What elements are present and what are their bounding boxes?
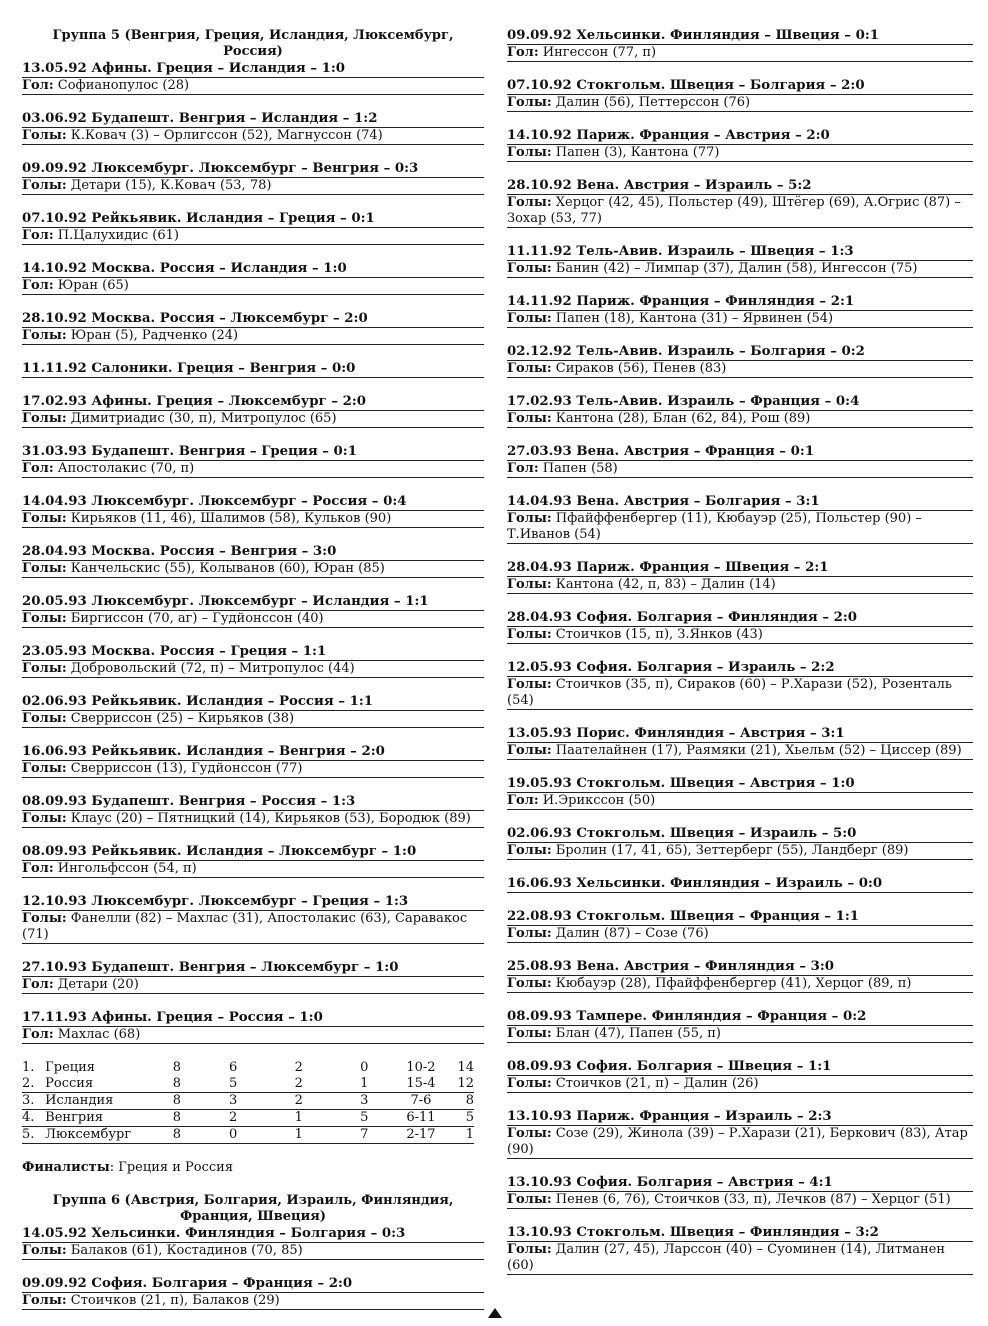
scorers-text: Добровольский (72, п) – Митропулос (44) (70, 661, 355, 676)
scorers-label: Голы: (22, 411, 67, 426)
scorers-label: Голы: (507, 1192, 552, 1207)
match-entry (22, 361, 484, 378)
scorers-label: Голы: (22, 711, 67, 726)
scorers-text: Бролин (17, 41, 65), Зеттерберг (55), Ландберг (89) (555, 843, 909, 858)
scorers-label: Голы: (22, 661, 67, 676)
match-entry (507, 394, 973, 428)
match-header: 12.10.93 Люксембург. Люксембург – Греция – 1:3 (22, 894, 484, 911)
standings-cell: 1 (332, 1076, 398, 1093)
match-entry (507, 294, 973, 328)
scorers-text: Сираков (56), Пенев (83) (555, 361, 727, 376)
match-header: 17.02.93 Афины. Греция – Люксембург – 2:0 (22, 394, 484, 411)
standings-cell: 8 (153, 1110, 200, 1127)
match-scorers (507, 677, 973, 710)
match-scorers (22, 178, 484, 195)
match-header: 16.06.93 Хельсинки. Финляндия – Израиль – 0:0 (507, 876, 973, 893)
standings-cell: 8 (153, 1076, 200, 1093)
match-scorers (22, 911, 484, 944)
scorers-label: Гол: (507, 461, 539, 476)
match-entry (22, 1226, 484, 1260)
right-column (507, 28, 973, 1291)
scorers-text: Клаус (20) – Пятницкий (14), Кирьяков (53), Бородюк (89) (70, 811, 471, 826)
match-header: 17.02.93 Тель-Авив. Израиль – Франция – 0:4 (507, 394, 973, 411)
match-entry (507, 344, 973, 378)
standings-cell: 2 (200, 1110, 266, 1127)
match-scorers (22, 861, 484, 878)
match-header: 12.05.93 София. Болгария – Израиль – 2:2 (507, 660, 973, 677)
standings-cell: 0 (360, 1060, 369, 1075)
scorers-text: Папен (58) (542, 461, 618, 476)
scorers-label: Голы: (22, 561, 67, 576)
match-header: 13.10.93 София. Болгария – Австрия – 4:1 (507, 1175, 973, 1192)
standings-cell: Россия (45, 1076, 153, 1093)
scorers-text: Блан (47), Папен (55, п) (555, 1026, 721, 1041)
match-entry (507, 909, 973, 943)
standings-cell: 2-17 (397, 1127, 445, 1144)
group6-left-matches (22, 1226, 484, 1310)
match-entry (22, 161, 484, 195)
match-scorers (507, 95, 973, 112)
match-scorers (22, 1243, 484, 1260)
scorers-label: Гол: (22, 1027, 54, 1042)
scorers-text: Херцог (42, 45), Польстер (49), Штёгер (69), А.Огрис (87) – Зохар (53, 77) (507, 195, 961, 226)
standings-cell: 10-2 (406, 1060, 436, 1075)
match-scorers (22, 661, 484, 678)
match-scorers (22, 328, 484, 345)
match-entry (507, 610, 973, 644)
scorers-text: Банин (42) – Лимпар (37), Далин (58), Ингессон (75) (555, 261, 918, 276)
standings-row (22, 1093, 474, 1110)
match-header: 31.03.93 Будапешт. Венгрия – Греция – 0:1 (22, 444, 484, 461)
match-header: 20.05.93 Люксембург. Люксембург – Исландия – 1:1 (22, 594, 484, 611)
scorers-label: Гол: (507, 793, 539, 808)
match-entry (22, 211, 484, 245)
match-header: 14.11.92 Париж. Франция – Финляндия – 2:1 (507, 294, 973, 311)
match-scorers (507, 1026, 973, 1043)
scorers-label: Голы: (507, 511, 552, 526)
match-header: 27.10.93 Будапешт. Венгрия – Люксембург – 1:0 (22, 960, 484, 977)
scorers-text: Сверриссон (25) – Кирьяков (38) (70, 711, 295, 726)
scorers-label: Голы: (507, 411, 552, 426)
match-scorers (507, 361, 973, 378)
match-entry (22, 544, 484, 578)
scorers-label: Голы: (507, 361, 552, 376)
scorers-text: Детари (15), К.Ковач (53, 78) (70, 178, 272, 193)
match-scorers (507, 743, 973, 760)
match-entry (507, 494, 973, 544)
scorers-text: Стоичков (15, п), З.Янков (43) (555, 627, 763, 642)
match-header: 08.09.93 Рейкьявик. Исландия – Люксембург – 1:0 (22, 844, 484, 861)
standings-cell: Люксембург (45, 1127, 153, 1144)
match-scorers (507, 1126, 973, 1159)
standings-cell: 12 (445, 1076, 474, 1093)
match-entry (507, 826, 973, 860)
match-entry (507, 78, 973, 112)
scorers-text: Димитриадис (30, п), Митропулос (65) (70, 411, 337, 426)
match-scorers (507, 843, 973, 860)
finalists-label: Финалисты (22, 1160, 110, 1175)
match-scorers (507, 195, 973, 228)
match-scorers (22, 811, 484, 828)
match-entry (22, 1010, 484, 1044)
match-entry (507, 128, 973, 162)
match-entry (507, 1059, 973, 1093)
scorers-label: Голы: (22, 178, 67, 193)
match-entry (22, 111, 484, 145)
scorers-label: Голы: (507, 743, 552, 758)
match-header: 09.09.92 София. Болгария – Франция – 2:0 (22, 1276, 484, 1293)
scorers-label: Голы: (507, 1242, 552, 1257)
scorers-text: Кирьяков (11, 46), Шалимов (58), Кульков (90) (70, 511, 392, 526)
match-scorers (507, 976, 973, 993)
match-scorers (507, 1192, 973, 1209)
standings-cell: 2 (266, 1093, 332, 1110)
scorers-label: Голы: (507, 627, 552, 642)
scorers-label: Голы: (22, 511, 67, 526)
group5-title: Группа 5 (Венгрия, Греция, Исландия, Люксембург, Россия) (52, 28, 454, 59)
match-header: 19.05.93 Стокгольм. Швеция – Австрия – 1:0 (507, 776, 973, 793)
group6-right-matches (507, 28, 973, 1275)
standings-cell: 3. (22, 1093, 45, 1110)
match-header: 14.04.93 Вена. Австрия – Болгария – 3:1 (507, 494, 973, 511)
scorers-text: Пфайффенбергер (11), Кюбауэр (25), Польстер (90) – Т.Иванов (54) (507, 511, 922, 542)
match-entry (22, 644, 484, 678)
match-scorers (22, 611, 484, 628)
match-header: 13.10.93 Стокгольм. Швеция – Финляндия – 3:2 (507, 1225, 973, 1242)
match-entry (507, 178, 973, 228)
match-entry (507, 1009, 973, 1043)
standings-cell: Исландия (45, 1093, 153, 1110)
match-scorers (22, 278, 484, 295)
scorers-label: Гол: (22, 977, 54, 992)
group6-title: Группа 6 (Австрия, Болгария, Израиль, Финляндия, Франция, Швеция) (52, 1193, 454, 1224)
match-scorers (22, 128, 484, 145)
match-header: 13.10.93 Париж. Франция – Израиль – 2:3 (507, 1109, 973, 1126)
scorers-text: Далин (87) – Созе (76) (555, 926, 709, 941)
match-header: 13.05.92 Афины. Греция – Исландия – 1:0 (22, 61, 484, 78)
standings-cell: 3 (332, 1093, 398, 1110)
scorers-text: П.Цалухидис (61) (57, 228, 179, 243)
scorers-label: Голы: (22, 1243, 67, 1258)
match-scorers (507, 511, 973, 544)
match-header: 07.10.92 Рейкьявик. Исландия – Греция – 0:1 (22, 211, 484, 228)
match-entry (507, 1109, 973, 1159)
scorers-text: Кантона (28), Блан (62, 84), Рош (89) (555, 411, 811, 426)
standings-cell: 5 (445, 1110, 474, 1127)
standings-cell: 7-6 (397, 1093, 445, 1110)
standings-cell: 1 (445, 1127, 474, 1144)
match-header: 25.08.93 Вена. Австрия – Финляндия – 3:0 (507, 959, 973, 976)
scorers-text: Юран (65) (57, 278, 129, 293)
match-scorers (22, 78, 484, 95)
match-header: 13.05.93 Порис. Финляндия – Австрия – 3:1 (507, 726, 973, 743)
finalists-line (22, 1160, 484, 1175)
scorers-text: Ингольфссон (54, п) (57, 861, 197, 876)
match-scorers (22, 711, 484, 728)
match-entry (507, 660, 973, 710)
match-scorers (22, 228, 484, 245)
match-entry (22, 694, 484, 728)
scorers-text: Пенев (6, 76), Стоичков (33, п), Лечков (87) – Херцог (51) (555, 1192, 951, 1207)
match-scorers (22, 1293, 484, 1310)
scorers-text: Сверриссон (13), Гудйонссон (77) (70, 761, 303, 776)
match-header: 14.05.92 Хельсинки. Финляндия – Болгария – 0:3 (22, 1226, 484, 1243)
match-header: 14.10.92 Москва. Россия – Исландия – 1:0 (22, 261, 484, 278)
scorers-text: Далин (56), Петтерссон (76) (555, 95, 751, 110)
scorers-text: Фанелли (82) – Махлас (31), Апостолакис (63), Саравакос (71) (22, 911, 468, 942)
match-entry (22, 744, 484, 778)
scorers-text: И.Эрикссон (50) (542, 793, 656, 808)
scorers-label: Голы: (22, 1293, 67, 1308)
standings-cell: 6 (229, 1060, 238, 1075)
match-header: 28.10.92 Вена. Австрия – Израиль – 5:2 (507, 178, 973, 195)
match-scorers (507, 461, 973, 478)
scorers-label: Гол: (22, 278, 54, 293)
match-scorers (22, 511, 484, 528)
match-entry (507, 560, 973, 594)
match-header: 27.03.93 Вена. Австрия – Франция – 0:1 (507, 444, 973, 461)
scorers-label: Гол: (507, 45, 539, 60)
standings-cell: 8 (172, 1060, 182, 1075)
standings-cell: 1. (22, 1060, 35, 1075)
standings-cell: 1 (266, 1110, 332, 1127)
match-header: 28.10.92 Москва. Россия – Люксембург – 2:0 (22, 311, 484, 328)
standings-cell: 2 (266, 1076, 332, 1093)
scorers-label: Голы: (507, 95, 552, 110)
match-header: 09.09.92 Люксембург. Люксембург – Венгрия – 0:3 (22, 161, 484, 178)
scorers-text: Стоичков (21, п), Балаков (29) (70, 1293, 280, 1308)
match-header: 02.06.93 Стокгольм. Швеция – Израиль – 5:0 (507, 826, 973, 843)
match-scorers (507, 145, 973, 162)
scorers-label: Гол: (22, 861, 54, 876)
match-entry (507, 726, 973, 760)
match-header: 08.09.93 Тампере. Финляндия – Франция – 0:2 (507, 1009, 973, 1026)
standings-cell: 5 (200, 1076, 266, 1093)
match-header: 14.10.92 Париж. Франция – Австрия – 2:0 (507, 128, 973, 145)
match-entry (507, 444, 973, 478)
match-entry (22, 844, 484, 878)
match-header: 09.09.92 Хельсинки. Финляндия – Швеция – 0:1 (507, 28, 973, 45)
match-entry (22, 61, 484, 95)
match-header: 07.10.92 Стокгольм. Швеция – Болгария – 2:0 (507, 78, 973, 95)
standings-cell: 7 (332, 1127, 398, 1144)
scorers-text: Созе (29), Жинола (39) – Р.Харази (21), Беркович (83), Атар (90) (507, 1126, 968, 1157)
match-entry (507, 244, 973, 278)
standings-cell: 3 (200, 1093, 266, 1110)
match-scorers (507, 577, 973, 594)
scorers-text: Кантона (42, п, 83) – Далин (14) (555, 577, 776, 592)
scorers-label: Голы: (507, 145, 552, 160)
match-entry (507, 1175, 973, 1209)
match-entry (507, 776, 973, 810)
group5-matches (22, 61, 484, 1044)
scorers-text: Кюбауэр (28), Пфайффенбергер (41), Херцог (89, п) (555, 976, 912, 991)
match-entry (22, 494, 484, 528)
standings-cell: Венгрия (45, 1110, 153, 1127)
scorers-text: Стоичков (21, п) – Далин (26) (555, 1076, 759, 1091)
scorers-label: Голы: (22, 761, 67, 776)
match-entry (507, 876, 973, 893)
scorers-text: Апостолакис (70, п) (57, 461, 195, 476)
left-column (22, 28, 484, 1326)
scorers-label: Голы: (22, 328, 67, 343)
scorers-label: Голы: (507, 926, 552, 941)
match-header: 22.08.93 Стокгольм. Швеция – Франция – 1:1 (507, 909, 973, 926)
scorers-text: Стоичков (35, п), Сираков (60) – Р.Харази (52), Розенталь (54) (507, 677, 952, 708)
standings-cell: 4. (22, 1110, 45, 1127)
group5-standings-table (22, 1060, 474, 1144)
match-scorers (507, 1242, 973, 1275)
match-entry (22, 394, 484, 428)
match-header: 03.06.92 Будапешт. Венгрия – Исландия – 1:2 (22, 111, 484, 128)
standings-cell: 6-11 (397, 1110, 445, 1127)
scorers-label: Голы: (507, 677, 552, 692)
match-scorers (507, 1076, 973, 1093)
match-header: 14.04.93 Люксембург. Люксембург – Россия – 0:4 (22, 494, 484, 511)
scorers-label: Голы: (507, 843, 552, 858)
match-scorers (22, 761, 484, 778)
scorers-label: Голы: (22, 128, 67, 143)
scorers-label: Гол: (22, 461, 54, 476)
match-entry (507, 28, 973, 62)
scorers-label: Голы: (507, 1126, 552, 1141)
match-header: 11.11.92 Тель-Авив. Израиль – Швеция – 1:3 (507, 244, 973, 261)
match-header: 02.12.92 Тель-Авив. Израиль – Болгария – 0:2 (507, 344, 973, 361)
scorers-text: К.Ковач (3) – Орлигссон (52), Магнуссон (74) (70, 128, 383, 143)
match-entry (22, 1276, 484, 1310)
match-header: 17.11.93 Афины. Греция – Россия – 1:0 (22, 1010, 484, 1027)
standings-cell: 5 (332, 1110, 398, 1127)
match-entry (507, 959, 973, 993)
scorers-text: Балаков (61), Костадинов (70, 85) (70, 1243, 303, 1258)
match-entry (22, 444, 484, 478)
match-entry (22, 261, 484, 295)
match-header: 08.09.93 Будапешт. Венгрия – Россия – 1:3 (22, 794, 484, 811)
match-entry (507, 1225, 973, 1275)
standings-row (22, 1060, 474, 1076)
match-scorers (22, 1027, 484, 1044)
scorers-text: Ингессон (77, п) (542, 45, 657, 60)
scorers-text: Паателайнен (17), Раямяки (21), Хьельм (52) – Циссер (89) (555, 743, 962, 758)
finalists-value: : Греция и Россия (109, 1160, 234, 1175)
match-entry (22, 794, 484, 828)
match-scorers (507, 45, 973, 62)
standings-cell: 15-4 (397, 1076, 445, 1093)
standings-row (22, 1076, 474, 1093)
scorers-label: Голы: (507, 195, 552, 210)
standings-cell: 14 (457, 1060, 474, 1075)
scorers-label: Голы: (507, 261, 552, 276)
match-header: 02.06.93 Рейкьявик. Исландия – Россия – 1:1 (22, 694, 484, 711)
standings-cell: 8 (445, 1093, 474, 1110)
match-header: 28.04.93 Москва. Россия – Венгрия – 3:0 (22, 544, 484, 561)
standings-row (22, 1110, 474, 1127)
match-scorers (22, 561, 484, 578)
scorers-label: Голы: (22, 811, 67, 826)
match-entry (22, 960, 484, 994)
match-header: 28.04.93 София. Болгария – Финляндия – 2:0 (507, 610, 973, 627)
scorers-text: Папен (3), Кантона (77) (555, 145, 720, 160)
standings-cell: 2. (22, 1076, 45, 1093)
match-scorers (507, 311, 973, 328)
standings-cell: 2 (294, 1060, 303, 1075)
scorers-label: Голы: (507, 577, 552, 592)
scorers-label: Голы: (507, 1026, 552, 1041)
match-entry (22, 311, 484, 345)
scorers-text: Далин (27, 45), Ларссон (40) – Суоминен (14), Литманен (60) (507, 1242, 946, 1273)
scorers-text: Юран (5), Радченко (24) (70, 328, 239, 343)
match-header: 28.04.93 Париж. Франция – Швеция – 2:1 (507, 560, 973, 577)
match-header: 11.11.92 Салоники. Греция – Венгрия – 0:0 (22, 361, 484, 378)
match-header: 08.09.93 София. Болгария – Швеция – 1:1 (507, 1059, 973, 1076)
scorers-text: Махлас (68) (57, 1027, 141, 1042)
standings-cell: 8 (153, 1127, 200, 1144)
scorers-label: Голы: (22, 611, 67, 626)
standings-cell: 5. (22, 1127, 45, 1144)
match-scorers (22, 977, 484, 994)
match-header: 16.06.93 Рейкьявик. Исландия – Венгрия – 2:0 (22, 744, 484, 761)
match-header: 23.05.93 Москва. Россия – Греция – 1:1 (22, 644, 484, 661)
standings-row (22, 1127, 474, 1144)
scorers-label: Гол: (22, 78, 54, 93)
match-scorers (507, 793, 973, 810)
standings-cell: 8 (153, 1093, 200, 1110)
match-scorers (507, 261, 973, 278)
scorers-label: Гол: (22, 228, 54, 243)
triangle-marker-icon (488, 1308, 502, 1318)
standings-cell: 0 (200, 1127, 266, 1144)
scorers-label: Голы: (22, 911, 67, 926)
match-scorers (507, 411, 973, 428)
scorers-label: Голы: (507, 1076, 552, 1091)
scorers-label: Голы: (507, 311, 552, 326)
match-scorers (22, 461, 484, 478)
scorers-label: Голы: (507, 976, 552, 991)
standings-cell: Греция (45, 1060, 96, 1075)
standings-cell: 1 (266, 1127, 332, 1144)
match-entry (22, 594, 484, 628)
match-scorers (507, 627, 973, 644)
match-entry (22, 894, 484, 944)
scorers-text: Канчельскис (55), Колыванов (60), Юран (85) (70, 561, 385, 576)
scorers-text: Софианопулос (28) (57, 78, 190, 93)
scorers-text: Детари (20) (57, 977, 139, 992)
scorers-text: Папен (18), Кантона (31) – Ярвинен (54) (555, 311, 834, 326)
scorers-text: Биргиссон (70, аг) – Гудйонссон (40) (70, 611, 324, 626)
match-scorers (507, 926, 973, 943)
match-scorers (22, 411, 484, 428)
